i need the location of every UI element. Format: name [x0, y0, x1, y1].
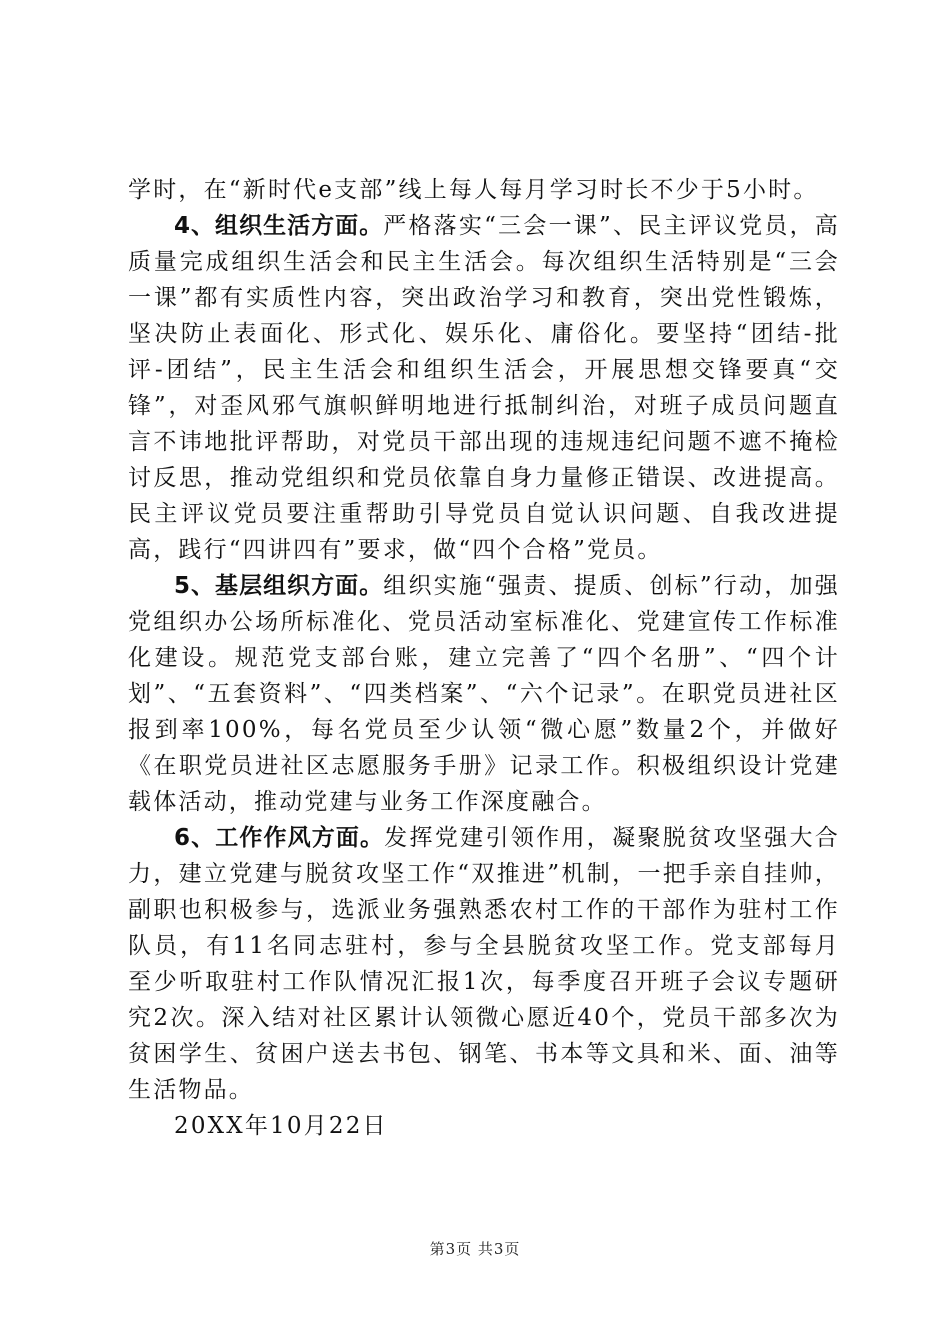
document-date: [128, 1108, 840, 1144]
paragraph-text: 组织实施“强责、提质、创标”行动，加强党组织办公场所标准化、党员活动室标准化、党建宣传工作标准化建设。规范党支部台账，建立完善了“四个名册”、“四个计划”、“五套资料”、“四类档案”、“六个记录”。在职党员进社区报到率100%，每名党员至少认领“微心愿”数量2个，并做好《在职党员进社区志愿服务手册》记录工作。积极组织设计党建载体活动，推动党建与业务工作深度融合。: [128, 573, 840, 815]
paragraph-continuation: [128, 172, 840, 208]
section-heading: 4、组织生活方面。: [174, 213, 384, 239]
page-number-label: 第3页 共3页: [429, 1240, 521, 1258]
paragraph-organizational-life: [128, 208, 840, 568]
page-footer: [0, 1238, 950, 1259]
date-text: 20XX年10月22日: [174, 1113, 388, 1139]
paragraph-grassroots-organization: [128, 568, 840, 820]
paragraph-work-style: [128, 820, 840, 1108]
document-body: [128, 172, 840, 1144]
paragraph-text: 严格落实“三会一课”、民主评议党员，高质量完成组织生活会和民主生活会。每次组织生活特别是“三会一课”都有实质性内容，突出政治学习和教育，突出党性锻炼，坚决防止表面化、形式化、娱乐化、庸俗化。要坚持“团结-批评-团结”，民主生活会和组织生活会，开展思想交锋要真“交锋”，对歪风邪气旗帜鲜明地进行抵制纠治，对班子成员问题直言不讳地批评帮助，对党员干部出现的违规违纪问题不遮不掩检讨反思，推动党组织和党员依靠自身力量修正错误、改进提高。民主评议党员要注重帮助引导党员自觉认识问题、自我改进提高，践行“四讲四有”要求，做“四个合格”党员。: [128, 213, 840, 563]
section-heading: 6、工作作风方面。: [174, 825, 385, 851]
paragraph-text: 发挥党建引领作用，凝聚脱贫攻坚强大合力，建立党建与脱贫攻坚工作“双推进”机制，一把手亲自挂帅，副职也积极参与，选派业务强熟悉农村工作的干部作为驻村工作队员，有11名同志驻村，参与全县脱贫攻坚工作。党支部每月至少听取驻村工作队情况汇报1次，每季度召开班子会议专题研究2次。深入结对社区累计认领微心愿近40个，党员干部多次为贫困学生、贫困户送去书包、钢笔、书本等文具和米、面、油等生活物品。: [128, 825, 840, 1103]
section-heading: 5、基层组织方面。: [174, 573, 384, 599]
paragraph-text: 学时，在“新时代e支部”线上每人每月学习时长不少于5小时。: [128, 177, 819, 203]
